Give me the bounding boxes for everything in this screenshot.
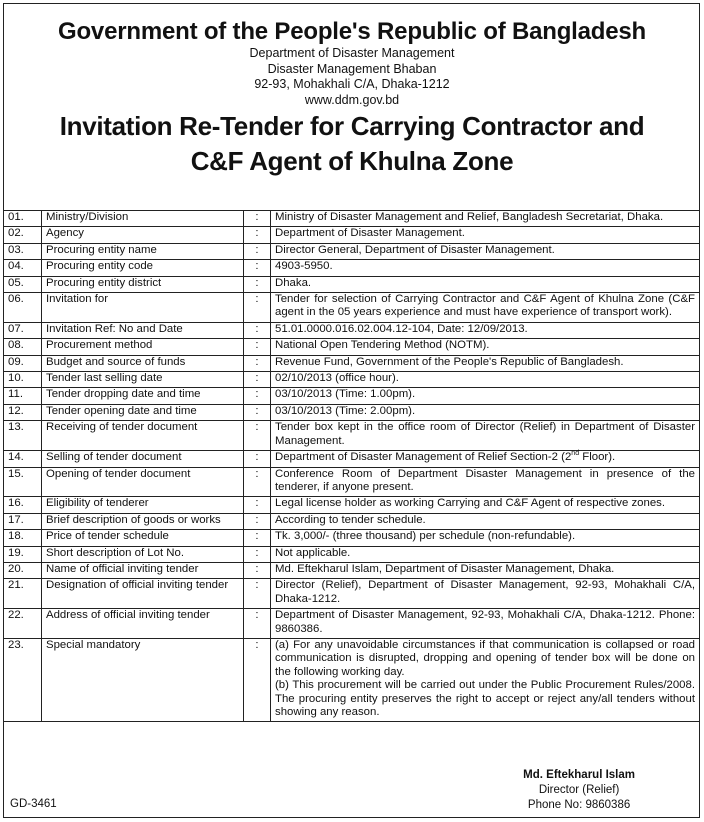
table-row [4,276,700,292]
row-label: Receiving of tender document [42,421,244,451]
row-separator: : [244,530,271,546]
row-label: Ministry/Division [42,211,244,227]
row-value-text: Floor). [579,451,616,464]
row-separator: : [244,211,271,227]
row-number: 09. [4,355,42,371]
row-separator: : [244,322,271,338]
row-separator: : [244,497,271,513]
street-address-line: 92-93, Mohakhali C/A, Dhaka-1212 [254,77,450,91]
table-row [4,562,700,578]
row-value: Legal license holder as working Carrying and C&F Agent of respective zones. [271,497,700,513]
table-row [4,638,700,721]
row-label: Tender opening date and time [42,404,244,420]
table-row [4,497,700,513]
row-separator: : [244,562,271,578]
table-row [4,293,700,323]
row-number: 22. [4,609,42,639]
row-number: 08. [4,339,42,355]
website-line: www.ddm.gov.bd [304,92,400,107]
signatory-name: Md. Eftekharul Islam [523,769,635,781]
table-row [4,211,700,227]
table-row [4,530,700,546]
row-value: Md. Eftekharul Islam, Department of Disaster Management, Dhaka. [271,562,700,578]
building-line: Disaster Management Bhaban [267,61,437,76]
tender-title-line-1: Invitation Re-Tender for Carrying Contractor and [59,111,645,141]
row-separator: : [244,421,271,451]
tender-title-line-2: C&F Agent of Khulna Zone [190,146,514,176]
table-row [4,451,700,467]
row-number: 10. [4,372,42,388]
table-row [4,227,700,243]
row-separator: : [244,546,271,562]
signatory-phone: Phone No: 9860386 [527,799,631,811]
table-row [4,372,700,388]
gd-reference: GD-3461 [10,798,57,810]
signatory-title: Director (Relief) [538,784,620,796]
tender-details-table [3,210,700,722]
row-number: 13. [4,421,42,451]
row-separator: : [244,388,271,404]
notice-footer [3,762,700,818]
row-label: Invitation for [42,293,244,323]
row-number: 15. [4,467,42,497]
row-value [271,451,700,467]
row-number: 04. [4,260,42,276]
row-value: Director General, Department of Disaster Management. [271,243,700,259]
row-number: 01. [4,211,42,227]
department-line: Department of Disaster Management [249,46,455,60]
row-value: Tender box kept in the office room of Director (Relief) in Department of Disaster Management. [271,421,700,451]
row-separator: : [244,609,271,639]
row-separator: : [244,451,271,467]
row-separator: : [244,243,271,259]
row-value: 51.01.0000.016.02.004.12-104, Date: 12/09/2013. [271,322,700,338]
row-separator: : [244,293,271,323]
row-label: Tender last selling date [42,372,244,388]
row-label: Eligibility of tenderer [42,497,244,513]
row-separator: : [244,260,271,276]
table-row [4,513,700,529]
row-separator: : [244,404,271,420]
table-row [4,404,700,420]
row-label: Selling of tender document [42,451,244,467]
row-separator: : [244,355,271,371]
row-value-text: Department of Disaster Management of Relief Section-2 (2 [275,451,572,464]
row-label: Budget and source of funds [42,355,244,371]
row-number: 16. [4,497,42,513]
row-separator: : [244,276,271,292]
ordinal-suffix: nd [571,450,580,458]
special-clause-a: (a) For any unavoidable circumstances if that communication is collapsed or road communication is disrupted, dropping and opening of tender box will be done on the following working day. [275,638,695,678]
row-number: 02. [4,227,42,243]
row-value: Department of Disaster Management, 92-93, Mohakhali C/A, Dhaka-1212. Phone: 9860386. [271,609,700,639]
row-number: 11. [4,388,42,404]
row-label: Procuring entity district [42,276,244,292]
row-number: 14. [4,451,42,467]
row-separator: : [244,372,271,388]
row-value: Tender for selection of Carrying Contractor and C&F Agent of Khulna Zone (C&F agent in the 05 years experience and must have experience of transport work). [271,293,700,323]
row-label: Invitation Ref: No and Date [42,322,244,338]
row-label: Name of official inviting tender [42,562,244,578]
row-number: 07. [4,322,42,338]
row-value: Revenue Fund, Government of the People's Republic of Bangladesh. [271,355,700,371]
row-separator: : [244,638,271,721]
row-value: Ministry of Disaster Management and Relief, Bangladesh Secretariat, Dhaka. [271,211,700,227]
row-value: Conference Room of Department Disaster Management in presence of the tenderer, if anyone present. [271,467,700,497]
row-number: 05. [4,276,42,292]
row-label: Designation of official inviting tender [42,579,244,609]
row-label: Opening of tender document [42,467,244,497]
row-label: Brief description of goods or works [42,513,244,529]
row-number: 06. [4,293,42,323]
row-number: 20. [4,562,42,578]
row-label: Agency [42,227,244,243]
row-value: 03/10/2013 (Time: 2.00pm). [271,404,700,420]
row-separator: : [244,227,271,243]
row-number: 23. [4,638,42,721]
row-label: Procuring entity code [42,260,244,276]
table-row [4,421,700,451]
table-row [4,243,700,259]
row-label: Short description of Lot No. [42,546,244,562]
row-label: Address of official inviting tender [42,609,244,639]
row-number: 19. [4,546,42,562]
row-value: 02/10/2013 (office hour). [271,372,700,388]
table-row [4,339,700,355]
special-clause-b: (b) This procurement will be carried out under the Public Procurement Rules/2008. The procuring entity preserves the right to accept or reject any/all tenders without showing any reason. [275,679,695,718]
row-value: 03/10/2013 (Time: 1.00pm). [271,388,700,404]
row-value: National Open Tendering Method (NOTM). [271,339,700,355]
table-row [4,322,700,338]
row-label: Price of tender schedule [42,530,244,546]
row-value [271,638,700,721]
row-value: Department of Disaster Management. [271,227,700,243]
row-value: According to tender schedule. [271,513,700,529]
row-value: 4903-5950. [271,260,700,276]
row-label: Procurement method [42,339,244,355]
table-row [4,546,700,562]
row-separator: : [244,513,271,529]
row-label: Procuring entity name [42,243,244,259]
government-heading: Government of the People's Republic of Bangladesh [58,18,646,45]
table-row [4,260,700,276]
row-label: Tender dropping date and time [42,388,244,404]
row-number: 03. [4,243,42,259]
row-value: Director (Relief), Department of Disaster Management, 92-93, Mohakhali C/A, Dhaka-1212. [271,579,700,609]
row-separator: : [244,467,271,497]
row-number: 21. [4,579,42,609]
table-row [4,579,700,609]
row-separator: : [244,339,271,355]
row-number: 17. [4,513,42,529]
row-number: 12. [4,404,42,420]
notice-header [0,0,704,178]
table-row [4,388,700,404]
row-value: Not applicable. [271,546,700,562]
table-row [4,609,700,639]
row-value: Tk. 3,000/- (three thousand) per schedule (non-refundable). [271,530,700,546]
table-row [4,355,700,371]
signature-block [523,768,635,813]
row-number: 18. [4,530,42,546]
table-row [4,467,700,497]
row-separator: : [244,579,271,609]
row-label: Special mandatory [42,638,244,721]
row-value: Dhaka. [271,276,700,292]
